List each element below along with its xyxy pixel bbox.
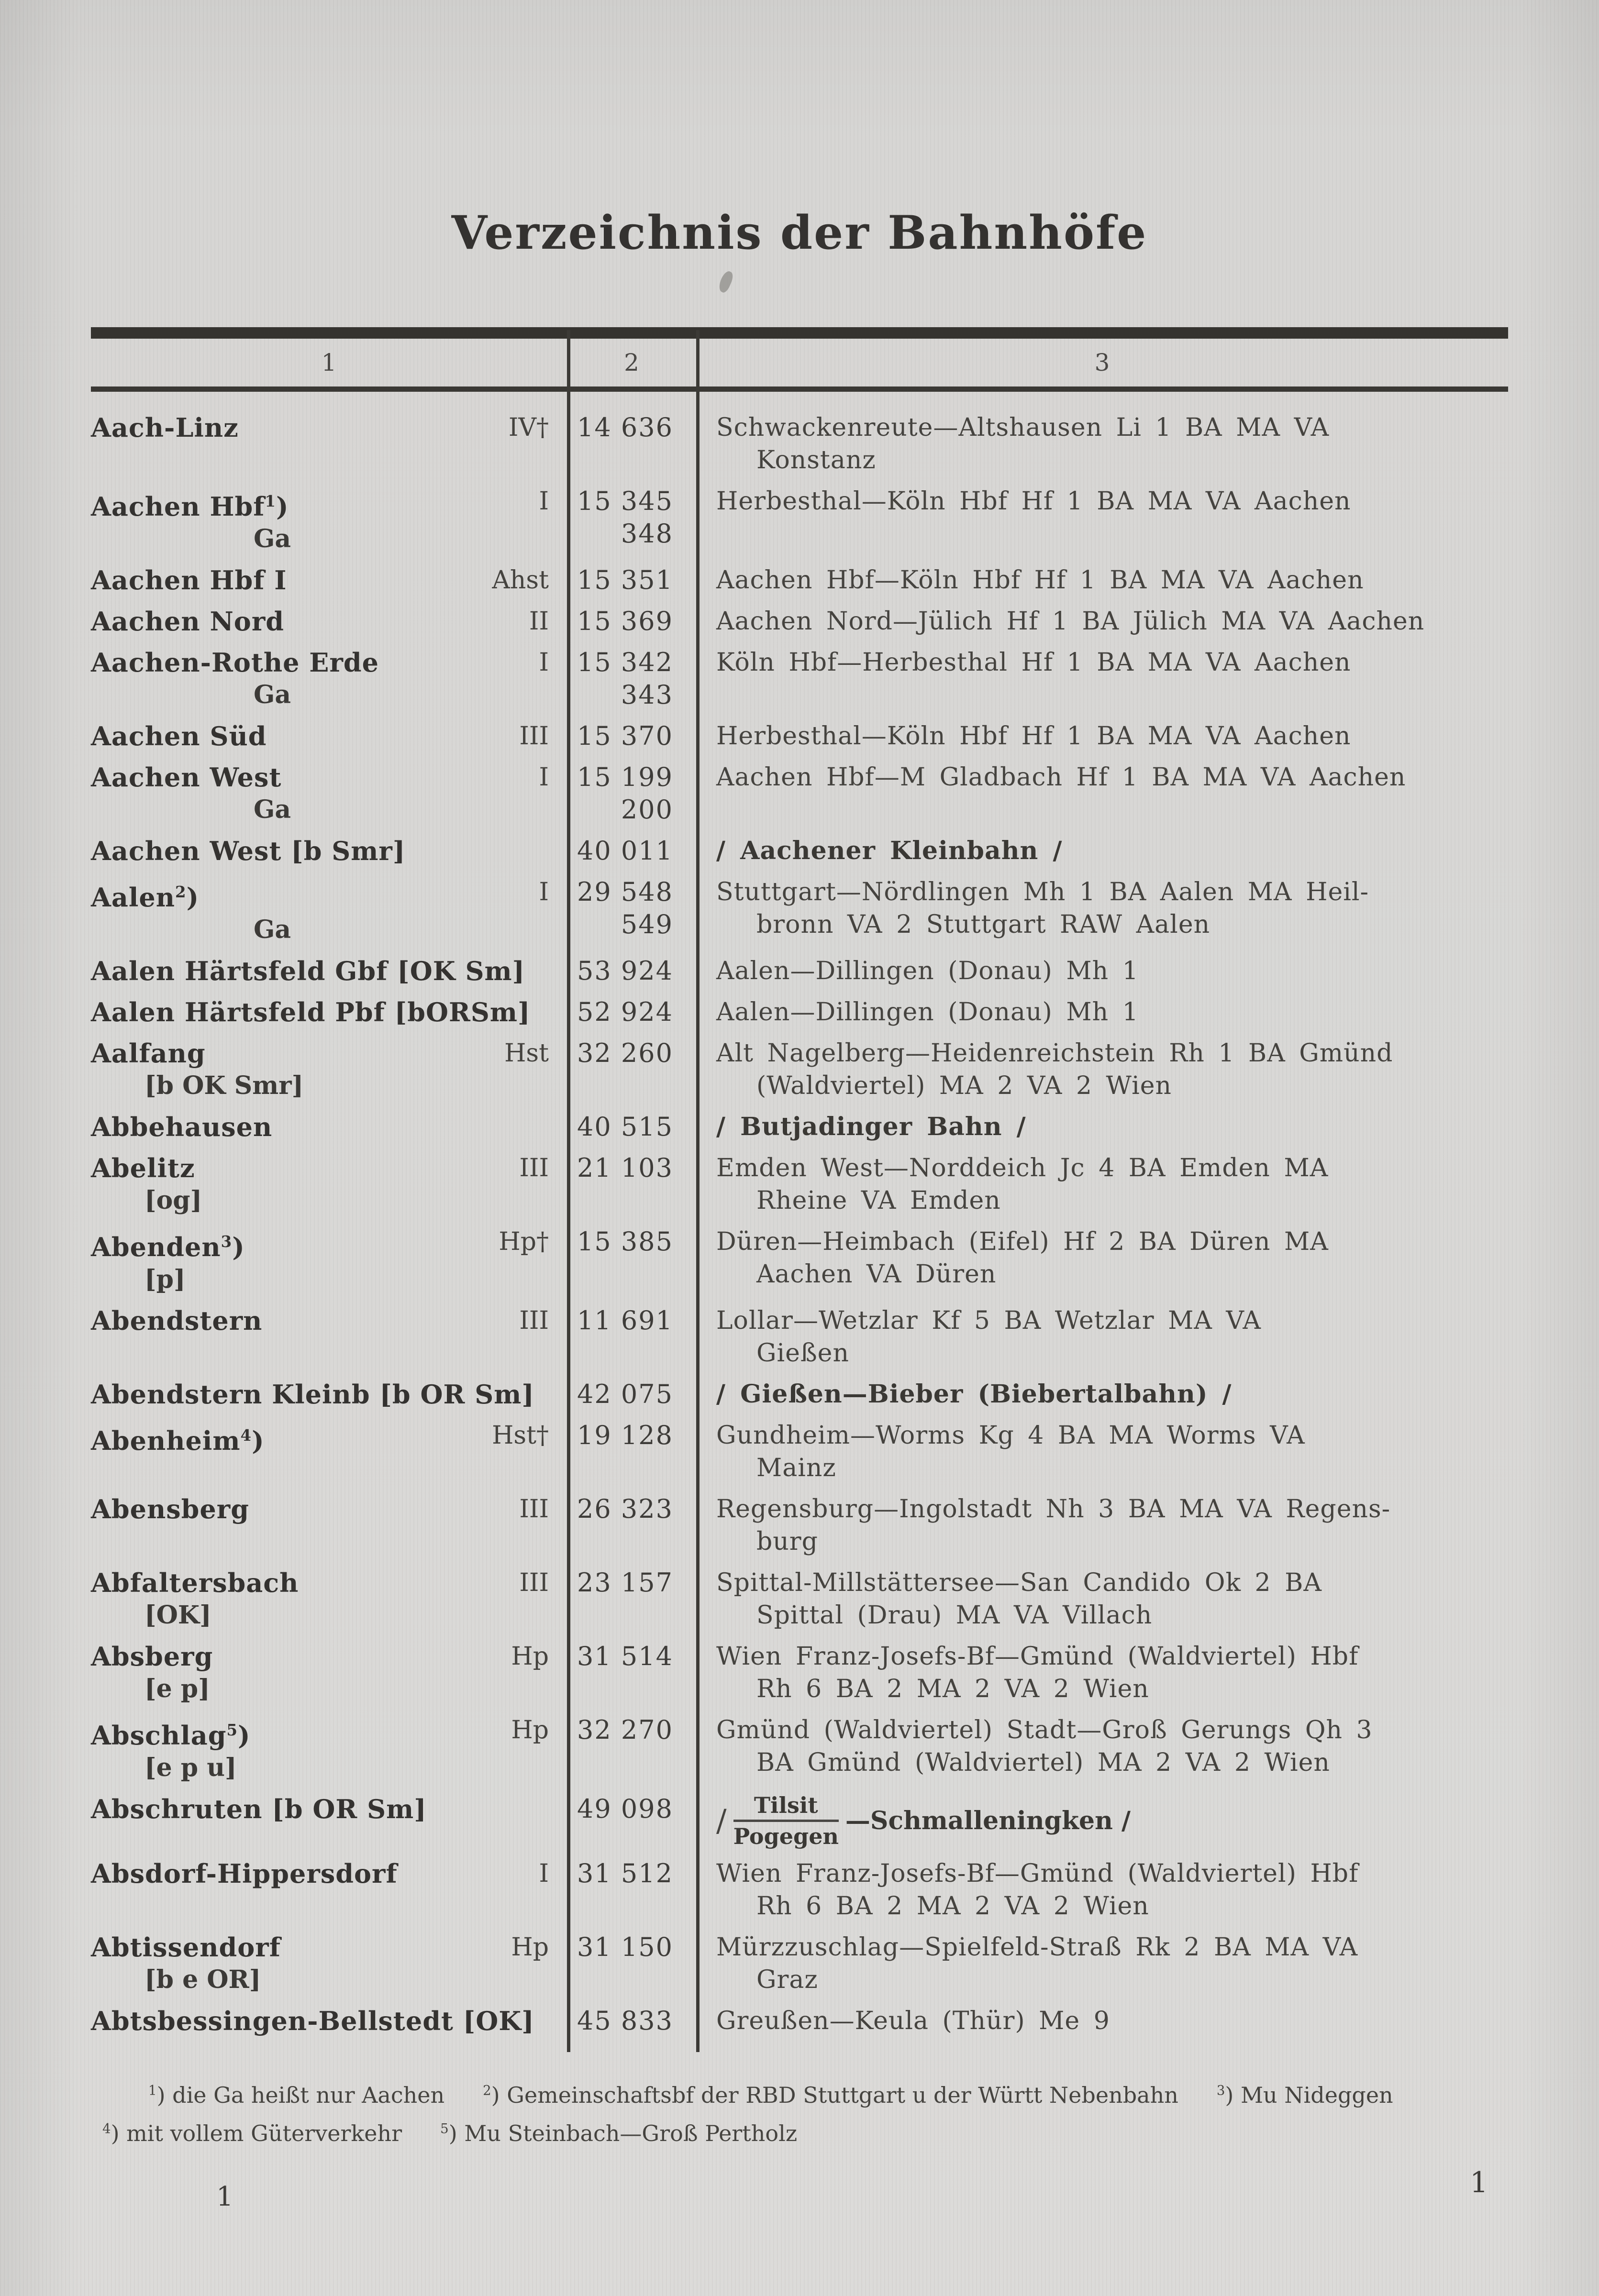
number-cell [567,955,696,987]
number-cell [567,1567,696,1632]
route-description: / $\frac{\text{Tilsit}}{\text{Pogegen}}$ —Schmalleningken / [716,1792,1131,1849]
route-description: Gießen [756,1339,849,1368]
station-name: Aalen Härtsfeld Pbf [bORSm] [91,997,531,1027]
route-cell [696,646,1508,711]
page-title: Verzeichnis der Bahnhöfe [451,206,1148,260]
route-number: 31 512 [577,1858,673,1888]
route-description: / Butjadinger Bahn / [716,1112,1026,1141]
route-cell [696,720,1508,752]
route-description: Düren—Heimbach (Eifel) Hf 2 BA Düren MA [716,1227,1329,1256]
number-cell [567,605,696,638]
column-header-2: 2 [624,349,639,376]
station-name: Abschruten [b OR Sm] [91,1794,427,1824]
table-row [91,1714,1508,1784]
route-description: Herbesthal—Köln Hbf Hf 1 BA MA VA Aachen [716,487,1351,516]
route-cell [696,564,1508,596]
station-name: Absdorf-Hippersdorf [91,1858,398,1889]
number-cell [567,2005,696,2037]
route-description: Spittal-Millstättersee—San Candido Ok 2 BA [716,1568,1322,1597]
route-description: Spittal (Drau) MA VA Villach [756,1601,1153,1630]
station-cell [91,1378,567,1411]
route-number: 19 128 [577,1420,673,1450]
route-cell [696,955,1508,987]
table-row [91,564,1508,596]
station-name: Aalfang [91,1038,206,1069]
route-description: / Gießen—Bieber (Biebertalbahn) / [716,1380,1232,1409]
route-cell [696,835,1508,867]
table-row [91,761,1508,826]
route-number: 23 157 [577,1567,673,1598]
station-class: III [519,1306,549,1335]
station-class: Ahst [492,566,549,595]
page-number-left: 1 [216,2181,233,2212]
route-description: Regensburg—Ingolstadt Nh 3 BA MA VA Regens- [716,1495,1391,1523]
route-number: 15 342 [577,647,673,677]
station-class: Hst† [492,1421,549,1450]
footnote-item: $^2$) Gemeinschaftsbf der RBD Stuttgart u der Württ Nebenbahn [483,2082,1178,2108]
station-subnote: Ga [254,795,291,824]
station-name: Aach-Linz [91,412,239,443]
route-number: 15 199 [577,762,673,792]
number-cell [567,1225,696,1296]
page-number-right: 1 [1470,2166,1488,2199]
route-cell [696,1640,1508,1705]
route-number: 40 515 [577,1112,673,1142]
station-name: Aachen Nord [91,606,285,637]
station-name: Abtsbessingen-Bellstedt [OK] [91,2006,534,2036]
route-number: 29 548 [577,877,673,907]
table-row [91,835,1508,867]
route-description: Lollar—Wetzlar Kf 5 BA Wetzlar MA VA [716,1306,1261,1335]
station-class: I [539,648,549,677]
number-cell [567,1304,696,1369]
station-cell [91,1931,567,1996]
table-row [91,720,1508,752]
route-description: Mainz [756,1454,836,1482]
route-description: Rh 6 BA 2 MA 2 VA 2 Wien [756,1892,1149,1921]
station-class: IV† [508,413,549,442]
table-row [91,646,1508,711]
station-cell [91,1793,567,1849]
table-row [91,876,1508,946]
route-description: (Waldviertel) MA 2 VA 2 Wien [756,1071,1172,1100]
table-row [91,1152,1508,1217]
table-row [91,411,1508,476]
route-description: BA Gmünd (Waldviertel) MA 2 VA 2 Wien [756,1748,1330,1777]
route-number: 15 370 [577,721,673,751]
number-cell [567,996,696,1028]
table-top-rule [91,327,1508,339]
station-cell [91,1304,567,1369]
station-class: Hst [504,1039,549,1068]
station-name: Abtissendorf [91,1932,281,1963]
number-cell [567,1793,696,1849]
column-header-3: 3 [1094,349,1110,376]
route-cell [696,2005,1508,2037]
station-name: Abbehausen [91,1112,273,1142]
route-number: 549 [621,909,673,939]
station-cell [91,646,567,711]
footnote-item: $^5$) Mu Steinbach—Groß Pertholz [440,2120,798,2146]
footnote-item: $^4$) mit vollem Güterverkehr [102,2120,402,2146]
number-cell [567,564,696,596]
footnote-item: $^1$) die Ga heißt nur Aachen [148,2082,445,2108]
route-description: Aalen—Dillingen (Donau) Mh 1 [716,957,1139,985]
station-cell [91,485,567,555]
station-cell [91,1152,567,1217]
station-cell [91,1857,567,1922]
station-cell [91,2005,567,2037]
table-row [91,1378,1508,1411]
station-name: Abenheim$^4$) [91,1425,265,1456]
number-cell [567,1857,696,1922]
route-number: 31 150 [577,1932,673,1962]
table-row [91,485,1508,555]
route-description: bronn VA 2 Stuttgart RAW Aalen [756,910,1210,939]
route-cell [696,1857,1508,1922]
footnote-line-1 [102,2074,1528,2112]
route-description: / Aachener Kleinbahn / [716,836,1063,865]
station-cell [91,1419,567,1484]
route-number: 21 103 [577,1153,673,1183]
route-description: Rheine VA Emden [756,1186,1001,1215]
station-name: Aalen Härtsfeld Gbf [OK Sm] [91,956,525,986]
route-cell [696,1931,1508,1996]
route-description: Alt Nagelberg—Heidenreichstein Rh 1 BA Gmünd [716,1039,1393,1068]
station-cell [91,720,567,752]
route-description: Emden West—Norddeich Jc 4 BA Emden MA [716,1154,1329,1182]
route-cell [696,1152,1508,1217]
number-cell [567,720,696,752]
route-cell [696,1419,1508,1484]
route-description: Schwackenreute—Altshausen Li 1 BA MA VA [716,413,1330,442]
route-cell [696,1793,1508,1849]
table-row [91,1931,1508,1996]
route-description: Wien Franz-Josefs-Bf—Gmünd (Waldviertel) Hbf [716,1859,1359,1888]
station-cell [91,996,567,1028]
station-fraction: $\frac{\text{Tilsit}}{\text{Pogegen}}$ [733,1792,839,1849]
station-cell [91,1225,567,1296]
number-cell [567,1493,696,1558]
route-cell [696,1714,1508,1784]
route-description: Stuttgart—Nördlingen Mh 1 BA Aalen MA Heil- [716,878,1369,906]
route-cell [696,1304,1508,1369]
route-cell [696,876,1508,946]
footnotes [102,2074,1528,2150]
station-cell [91,1567,567,1632]
route-number: 14 636 [577,412,673,442]
route-cell [696,761,1508,826]
route-number: 45 833 [577,2006,673,2036]
station-cell [91,1037,567,1102]
station-name: Absberg [91,1641,213,1672]
station-subnote: Ga [254,915,291,944]
table-row [91,1111,1508,1143]
station-subnote: Ga [254,524,291,553]
route-description: Aalen—Dillingen (Donau) Mh 1 [716,998,1139,1027]
station-subnote: [og] [144,1186,202,1215]
table-row [91,605,1508,638]
station-subnote: [b e OR] [144,1965,261,1994]
table-body [91,411,1508,2046]
station-class: II [529,607,549,636]
station-class: Hp [511,1933,549,1962]
table-row [91,955,1508,987]
station-class: Hp [511,1642,549,1671]
number-cell [567,1378,696,1411]
station-cell [91,1493,567,1558]
route-number: 32 260 [577,1038,673,1068]
station-name: Abendstern Kleinb [b OR Sm] [91,1379,534,1410]
table-row [91,1304,1508,1369]
route-number: 15 385 [577,1226,673,1257]
station-subnote: [e p u] [144,1753,237,1782]
route-number: 49 098 [577,1794,673,1824]
number-cell [567,835,696,867]
column-header-row [91,341,1508,385]
number-cell [567,1111,696,1143]
station-name: Abelitz [91,1153,195,1183]
station-cell [91,411,567,476]
route-cell [696,605,1508,638]
route-number: 15 345 [577,486,673,516]
footnote-item: $^3$) Mu Nideggen [1216,2082,1393,2108]
station-name: Abensberg [91,1494,249,1524]
number-cell [567,411,696,476]
route-cell [696,1567,1508,1632]
route-number: 52 924 [577,997,673,1027]
station-class: III [519,1568,549,1597]
station-name: Aachen West [91,762,282,793]
route-description: Greußen—Keula (Thür) Me 9 [716,2007,1110,2035]
route-number: 26 323 [577,1494,673,1524]
station-name: Aachen-Rothe Erde [91,647,379,678]
station-class: III [519,1495,549,1523]
station-class: III [519,722,549,751]
route-cell [696,996,1508,1028]
route-cell [696,1225,1508,1296]
route-number: 31 514 [577,1641,673,1671]
number-cell [567,646,696,711]
station-cell [91,1640,567,1705]
number-cell [567,1931,696,1996]
station-name: Aachen West [b Smr] [91,836,406,866]
route-description: Gmünd (Waldviertel) Stadt—Groß Gerungs Qh 3 [716,1716,1373,1744]
table-row [91,1793,1508,1849]
station-cell [91,1714,567,1784]
station-name: Aachen Hbf$^1$) [91,491,289,522]
table-row [91,1419,1508,1484]
station-class: I [539,878,549,906]
route-description: Aachen Nord—Jülich Hf 1 BA Jülich MA VA Aachen [716,607,1425,636]
number-cell [567,1152,696,1217]
route-number: 15 369 [577,606,673,636]
route-number: 32 270 [577,1715,673,1745]
route-cell [696,1493,1508,1558]
number-cell [567,876,696,946]
ink-smudge [717,270,735,294]
number-cell [567,1037,696,1102]
station-class: Hp [511,1716,549,1744]
table-row [91,1857,1508,1922]
station-subnote: [e p] [144,1674,210,1703]
route-description: Aachen VA Düren [756,1260,997,1289]
table-row [91,1225,1508,1296]
route-cell [696,1378,1508,1411]
route-cell [696,1037,1508,1102]
route-number: 15 351 [577,565,673,595]
station-name: Abfaltersbach [91,1567,299,1598]
route-description: Aachen Hbf—Köln Hbf Hf 1 BA MA VA Aachen [716,566,1364,595]
table-row [91,996,1508,1028]
route-description: Konstanz [756,446,876,475]
number-cell [567,1640,696,1705]
station-class: I [539,487,549,516]
route-number: 343 [621,680,673,710]
station-name: Aachen Süd [91,721,267,751]
station-cell [91,564,567,596]
route-description: Rh 6 BA 2 MA 2 VA 2 Wien [756,1675,1149,1703]
route-description: Graz [756,1965,818,1994]
station-name: Abschlag$^5$) [91,1720,251,1751]
station-name: Abenden$^3$) [91,1232,245,1262]
station-cell [91,1111,567,1143]
station-class: III [519,1154,549,1182]
number-cell [567,485,696,555]
station-class: I [539,1859,549,1888]
table-row [91,2005,1508,2037]
route-description: Herbesthal—Köln Hbf Hf 1 BA MA VA Aachen [716,722,1351,751]
station-subnote: Ga [254,680,291,709]
route-number: 200 [621,795,673,825]
number-cell [567,1419,696,1484]
route-number: 40 011 [577,836,673,866]
table-row [91,1567,1508,1632]
route-number: 348 [621,519,673,549]
route-description: burg [756,1527,818,1556]
station-cell [91,835,567,867]
station-cell [91,955,567,987]
route-number: 53 924 [577,956,673,986]
station-name: Abendstern [91,1305,263,1336]
route-cell [696,411,1508,476]
number-cell [567,1714,696,1784]
route-number: 11 691 [577,1305,673,1336]
route-description: Aachen Hbf—M Gladbach Hf 1 BA MA VA Aachen [716,763,1406,792]
footnote-line-2 [102,2112,1528,2150]
station-class: Hp† [499,1227,549,1256]
station-cell [91,876,567,946]
station-subnote: [b OK Smr] [144,1071,304,1100]
header-bottom-rule [91,386,1508,392]
station-name: Aalen$^2$) [91,882,200,913]
station-cell [91,605,567,638]
route-cell [696,485,1508,555]
number-cell [567,761,696,826]
table-row [91,1037,1508,1102]
station-class: I [539,763,549,792]
table-row [91,1493,1508,1558]
table-row [91,1640,1508,1705]
route-number: 42 075 [577,1379,673,1409]
route-description: Mürzzuschlag—Spielfeld-Straß Rk 2 BA MA VA [716,1933,1358,1962]
route-description: Gundheim—Worms Kg 4 BA MA Worms VA [716,1421,1305,1450]
route-cell [696,1111,1508,1143]
station-subnote: [OK] [144,1601,211,1630]
route-description: Wien Franz-Josefs-Bf—Gmünd (Waldviertel) Hbf [716,1642,1359,1671]
station-name: Aachen Hbf I [91,565,287,596]
station-subnote: [p] [144,1265,186,1294]
route-description: Köln Hbf—Herbesthal Hf 1 BA MA VA Aachen [716,648,1351,677]
column-header-1: 1 [321,349,337,376]
station-cell [91,761,567,826]
